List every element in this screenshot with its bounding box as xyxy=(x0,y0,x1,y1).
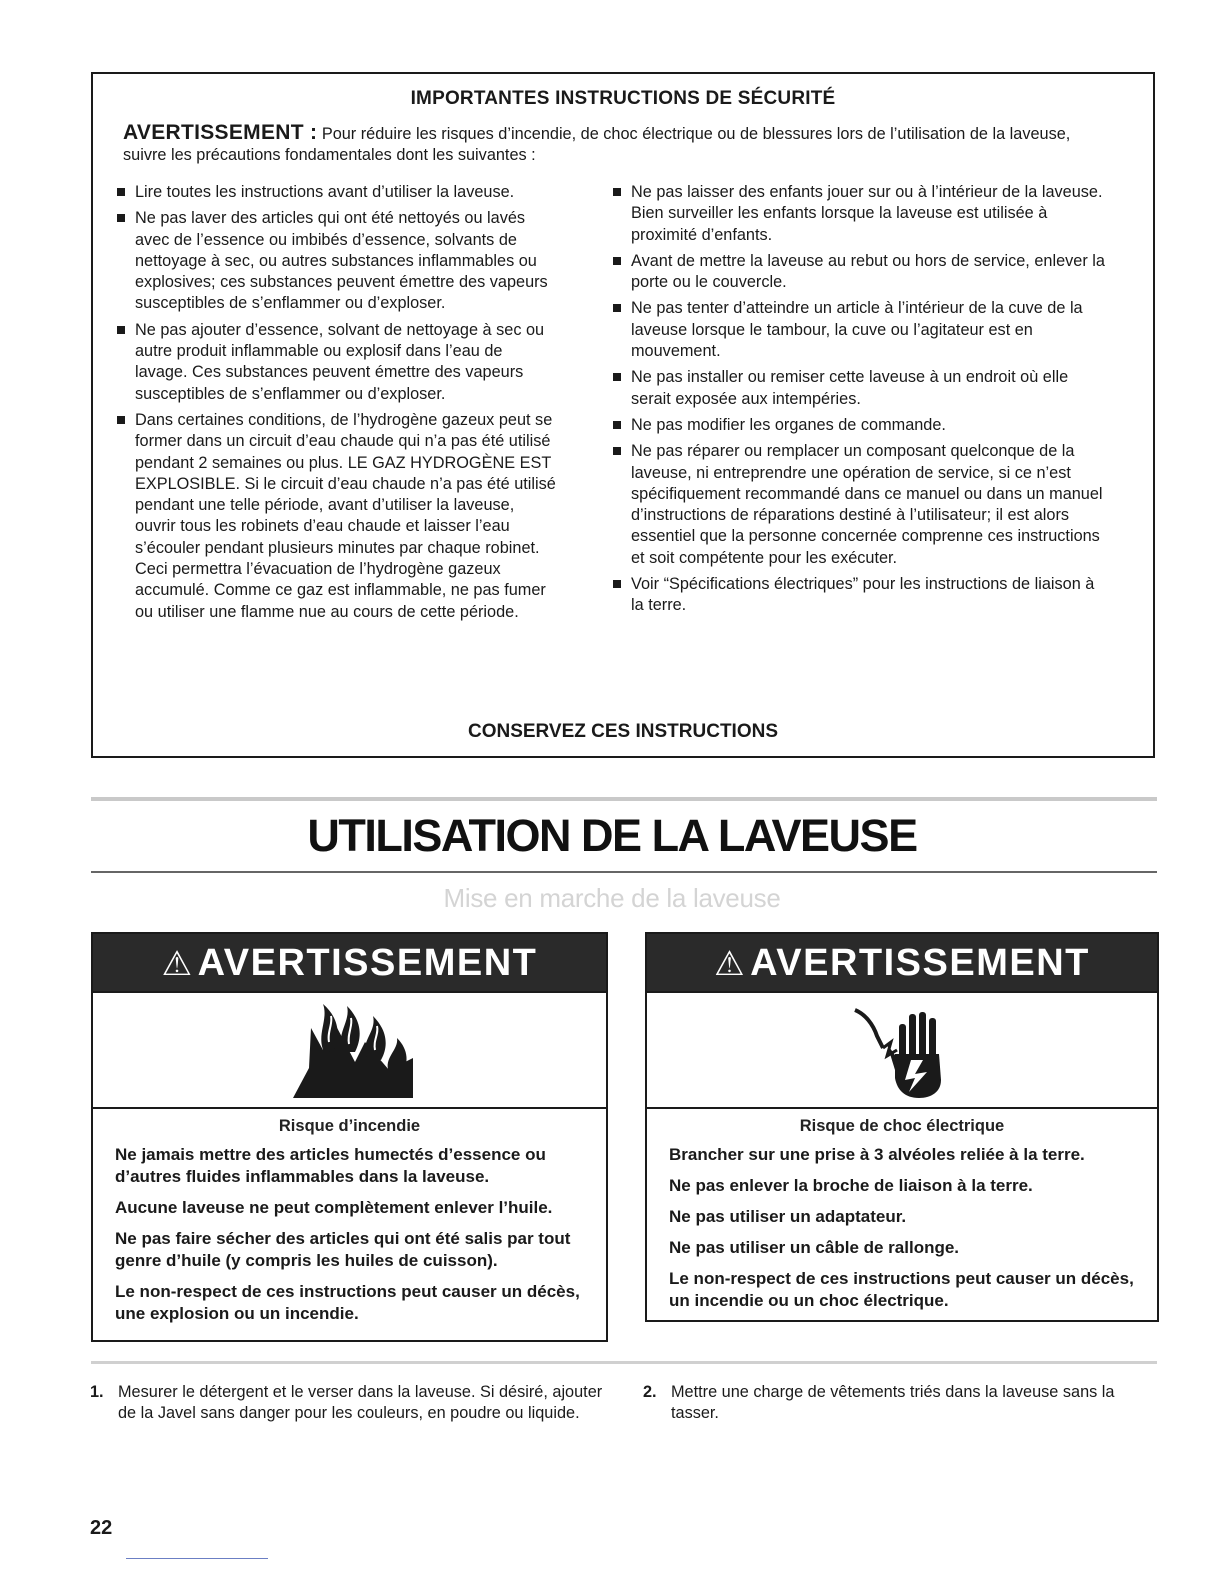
safety-footer: CONSERVEZ CES INSTRUCTIONS xyxy=(467,721,779,742)
divider xyxy=(126,1558,268,1559)
safety-instructions-box xyxy=(91,72,1155,758)
list-item xyxy=(613,367,1108,410)
warning-line: Ne pas utiliser un câble de rallonge. xyxy=(669,1238,960,1257)
safety-intro-text: Pour réduire les risques d’incendie, de choc électrique ou de blessures lors de l’utilisation de la laveuse, suivre les précautions fondamentales dont les suivantes : xyxy=(123,125,1071,164)
list-item-text: Ne pas laisser des enfants jouer sur ou à l’intérieur de la laveuse. Bien surveiller les enfants lorsque la laveuse est utilisée à proximité d’enfants. xyxy=(631,183,1103,244)
warning-line: Le non-respect de ces instructions peut causer un décès, un incendie ou un choc électrique. xyxy=(669,1269,1134,1310)
step-text: Mettre une charge de vêtements triés dans la laveuse sans la tasser. xyxy=(671,1383,1115,1422)
warning-risk-title: Risque d’incendie xyxy=(278,1117,421,1135)
warning-triangle-icon: ⚠ xyxy=(714,945,747,983)
divider xyxy=(91,797,1157,801)
warning-header xyxy=(93,934,606,993)
fire-warning-panel xyxy=(91,932,608,1342)
list-item-text: Ne pas laver des articles qui ont été nettoyés ou lavés avec de l’essence ou imbibés d’essence, solvants de nettoyage à sec, ou autres substances inflammables ou explosives; ces substances peuvent émettre des vapeurs susceptibles de s’enflammer ou d’exploser. xyxy=(135,209,548,313)
list-item xyxy=(613,574,1108,617)
list-item xyxy=(117,208,557,314)
warning-risk-title: Risque de choc électrique xyxy=(799,1117,1005,1135)
list-item-text: Avant de mettre la laveuse au rebut ou hors de service, enlever la porte ou le couvercle. xyxy=(631,251,1105,292)
list-item-text: Ne pas modifier les organes de commande. xyxy=(631,415,946,434)
warning-line: Ne jamais mettre des articles humectés d’essence ou d’autres fluides inflammables dans la laveuse. xyxy=(115,1145,546,1186)
list-item-text: Ne pas installer ou remiser cette laveuse à un endroit où elle serait exposée aux intempéries. xyxy=(631,368,1069,408)
warning-line: Ne pas utiliser un adaptateur. xyxy=(669,1207,907,1226)
list-item xyxy=(613,182,1108,246)
list-item xyxy=(613,415,1108,436)
step-text: Mesurer le détergent et le verser dans la laveuse. Si désiré, ajouter de la Javel sans danger pour les couleurs, en poudre ou liquide. xyxy=(118,1383,603,1422)
list-item xyxy=(117,410,557,623)
warning-body xyxy=(93,1109,606,1325)
electric-warning-panel xyxy=(645,932,1159,1322)
bullet-square-icon xyxy=(117,188,125,196)
warning-line: Le non-respect de ces instructions peut causer un décès, une explosion ou un incendie. xyxy=(115,1282,580,1323)
list-item xyxy=(117,320,557,405)
bullet-square-icon xyxy=(613,304,621,312)
list-item-text: Dans certaines conditions, de l’hydrogène gazeux peut se former dans un circuit d’eau chaude qui n’a pas été utilisé pendant 2 semaines ou plus. LE GAZ HYDROGÈNE EST EXPLOSIBLE. Si le circuit d’eau chaude n’a pas été utilisé pendant une telle période, avant d’utiliser la laveuse, ouvrir tous les robinets d’eau chaude et laisser l’eau s’écouler pendant plusieurs minutes par chaque robinet. Ceci permettra l’évacuation de l’hydrogène gazeux accumulé. Comme ce gaz est inflammable, ne pas fumer ou utiliser une flamme nue au cours de cette période. xyxy=(135,410,556,621)
step-number: 1. xyxy=(90,1383,104,1401)
warning-line: Aucune laveuse ne peut complètement enlever l’huile. xyxy=(115,1198,553,1217)
divider xyxy=(91,1361,1157,1364)
list-item-text: Voir “Spécifications électriques” pour les instructions de liaison à la terre. xyxy=(631,575,1095,615)
bullet-square-icon xyxy=(613,447,621,455)
list-item-text: Ne pas ajouter d’essence, solvant de nettoyage à sec ou autre produit inflammable ou explosif dans l’eau de lavage. Ces substances peuvent émettre des vapeurs susceptibles de s’enflammer ou d’exploser. xyxy=(135,320,545,403)
warning-line: Brancher sur une prise à 3 alvéoles reliée à la terre. xyxy=(669,1145,1085,1164)
bullet-square-icon xyxy=(613,373,621,381)
list-item xyxy=(613,441,1108,569)
bullet-square-icon xyxy=(613,580,621,588)
fire-icon xyxy=(285,998,415,1102)
warning-header-label: AVERTISSEMENT xyxy=(750,942,1090,984)
list-item xyxy=(613,251,1108,294)
bullet-square-icon xyxy=(613,421,621,429)
warning-triangle-icon: ⚠ xyxy=(161,945,194,983)
warning-line: Ne pas faire sécher des articles qui ont été salis par tout genre d’huile (y compris les huiles de cuisson). xyxy=(115,1229,571,1270)
divider xyxy=(91,871,1157,873)
safety-title: IMPORTANTES INSTRUCTIONS DE SÉCURITÉ xyxy=(410,88,836,109)
list-item-text: Lire toutes les instructions avant d’utiliser la laveuse. xyxy=(135,183,515,201)
bullet-square-icon xyxy=(613,188,621,196)
list-item-text: Ne pas réparer ou remplacer un composant quelconque de la laveuse, ni entreprendre une opération de service, si ce n’est spécifiquement recommandé dans ce manuel ou dans un manuel d’instructions de réparations destiné à l’utilisateur; il est alors essentiel que la personne concernée comprenne ces instructions et soit compétente pour les exécuter. xyxy=(631,442,1103,567)
page-title: UTILISATION DE LA LAVEUSE xyxy=(307,810,917,861)
list-item xyxy=(117,182,557,203)
section-subtitle: Mise en marche de la laveuse xyxy=(443,883,781,913)
warning-body xyxy=(647,1109,1157,1312)
warning-line: Ne pas enlever la broche de liaison à la terre. xyxy=(669,1176,1033,1195)
warning-icon-area xyxy=(647,993,1157,1109)
safety-left-column xyxy=(117,182,557,628)
safety-intro xyxy=(123,122,1093,166)
warning-header xyxy=(647,934,1157,993)
safety-intro-lead: AVERTISSEMENT : xyxy=(123,121,318,144)
safety-right-column xyxy=(613,182,1108,622)
bullet-square-icon xyxy=(117,214,125,222)
list-item xyxy=(613,298,1108,362)
warning-header-label: AVERTISSEMENT xyxy=(197,942,538,984)
step-number: 2. xyxy=(643,1383,657,1401)
bullet-square-icon xyxy=(613,257,621,265)
page-number: 22 xyxy=(90,1517,113,1539)
bullet-square-icon xyxy=(117,326,125,334)
warning-icon-area xyxy=(93,993,606,1109)
bullet-square-icon xyxy=(117,416,125,424)
electric-shock-icon xyxy=(847,1000,957,1100)
list-item-text: Ne pas tenter d’atteindre un article à l’intérieur de la cuve de la laveuse lorsque le tambour, la cuve ou l’agitateur est en mouvement. xyxy=(631,299,1083,361)
